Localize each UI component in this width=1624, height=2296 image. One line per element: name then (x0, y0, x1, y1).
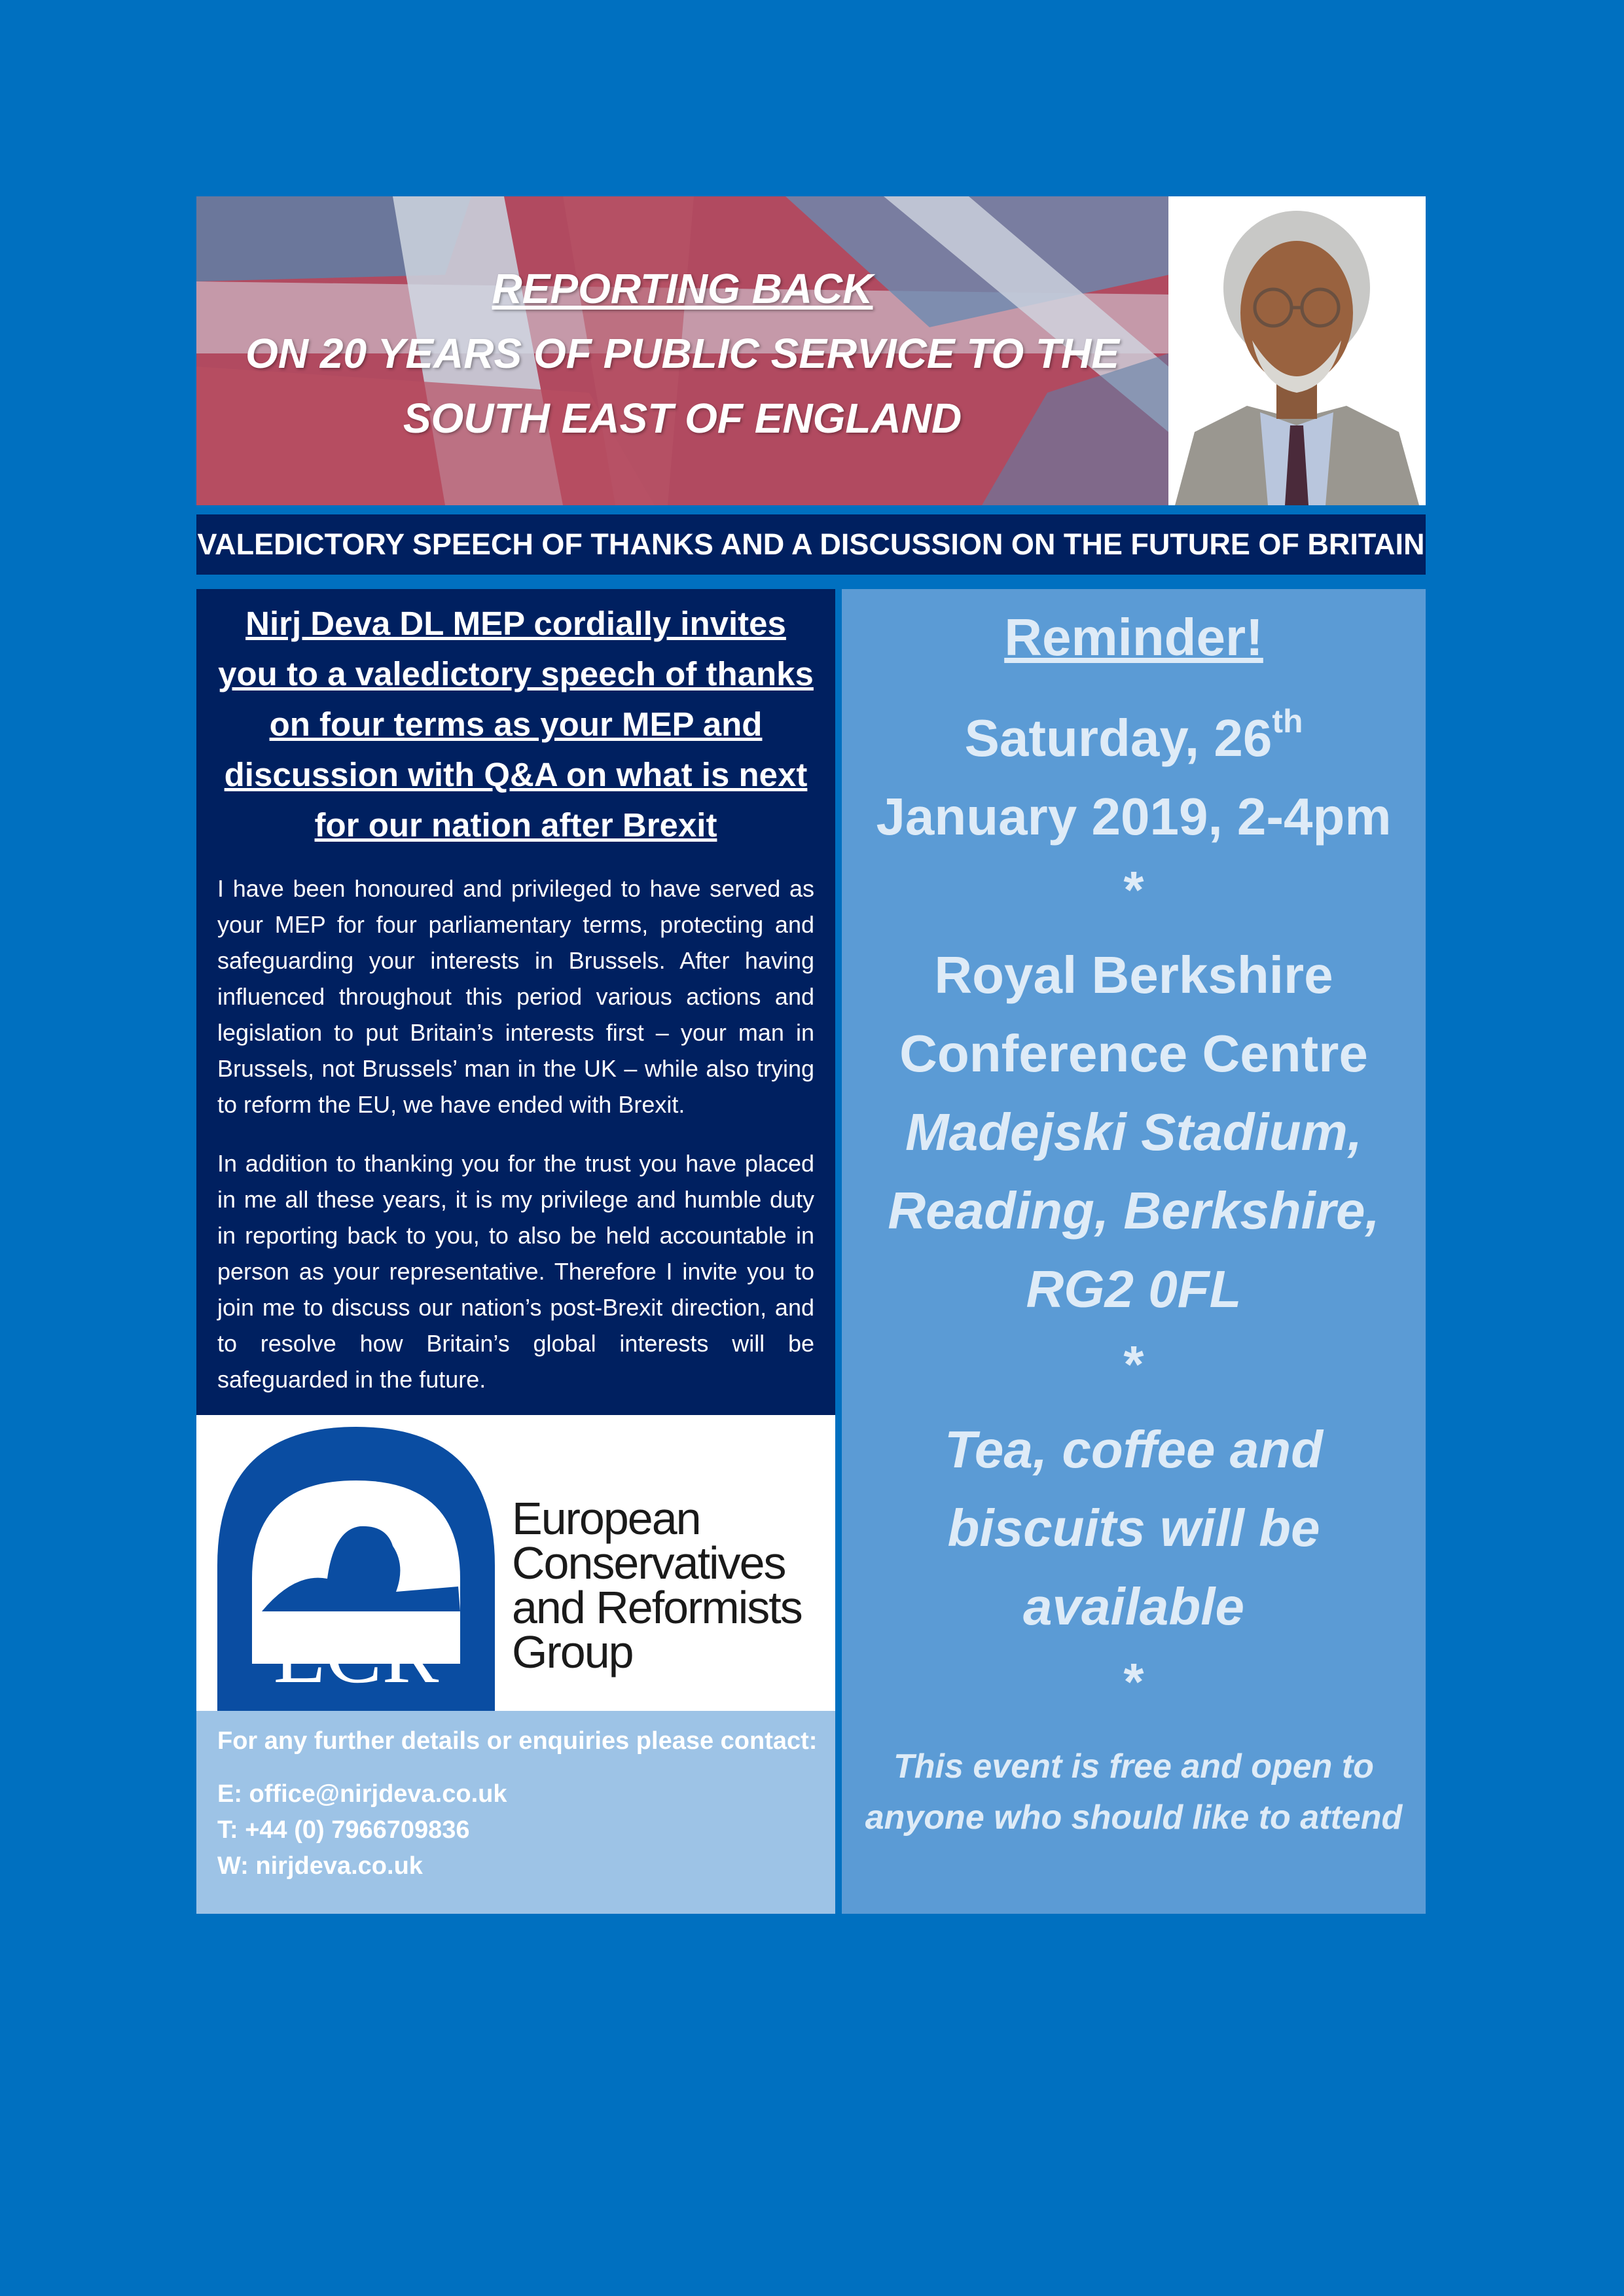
event-date-time: January 2019, 2-4pm (876, 787, 1392, 846)
ecr-lion-emblem (196, 1415, 497, 1711)
header-banner (196, 196, 1168, 505)
invitation-paragraph-2: In addition to thanking you for the trust you have placed in me all these years, it is my privilege and humble duty in reporting back to you, to also be held accountable in person as your representative. Therefore I invite you to join me to discuss our nation’s post-Brexit direction, and to resolve how Britain’s global interests will be safeguarded in the future. (217, 1150, 814, 1393)
venue-address-line2: Reading, Berkshire, (888, 1181, 1380, 1240)
banner-title-line3: SOUTH EAST OF ENGLAND (403, 395, 962, 442)
ecr-name-line4: Group (512, 1626, 633, 1677)
event-date-suffix: th (1272, 703, 1303, 740)
ecr-name-line1: European (512, 1493, 700, 1544)
speaker-photo-illustration (1168, 196, 1426, 505)
separator-star-2: * (1123, 1335, 1144, 1393)
reminder-heading: Reminder! (1004, 608, 1263, 666)
venue-address-line1: Madejski Stadium, (905, 1103, 1362, 1161)
event-date-prefix: Saturday, 26 (964, 709, 1272, 767)
free-note-line1: This event is free and open to (893, 1748, 1374, 1785)
venue-name-line1: Royal Berkshire (934, 946, 1333, 1004)
contact-website[interactable]: W: nirjdeva.co.uk (217, 1852, 423, 1880)
contact-phone[interactable]: T: +44 (0) 7966709836 (217, 1816, 470, 1844)
invitation-heading: Nirj Deva DL MEP cordially invites you to a valedictory speech of thanks on four terms as your MEP and discussion with Q&A on what is next for our nation after Brexit (218, 605, 814, 844)
event-date (842, 699, 1426, 778)
separator-star-1: * (1123, 861, 1144, 919)
ecr-name-line3: and Reformists (512, 1582, 802, 1633)
event-details-panel (842, 589, 1426, 1914)
speaker-portrait (1168, 196, 1426, 505)
free-note-line2: anyone who should like to attend (865, 1799, 1403, 1837)
free-event-note (842, 1741, 1426, 1843)
venue-postcode: RG2 0FL (1026, 1260, 1242, 1318)
ecr-logo-box (196, 1415, 835, 1711)
ecr-group-name (512, 1493, 802, 1677)
invitation-panel (196, 589, 835, 1415)
ecr-name-line2: Conservatives (512, 1537, 785, 1588)
refreshments-line3: available (1022, 1577, 1244, 1636)
contact-intro: For any further details or enquiries please contact: (217, 1727, 818, 1755)
invitation-paragraph-1: I have been honoured and privileged to have served as your MEP for four parliamentary terms, protecting and safeguarding your interests in Brussels. After having influenced throughout this period various actions and legislation to put Britain’s interests first – your man in Brussels, not Brussels’ man in the UK – while also trying to reform the EU, we have ended with Brexit. (217, 875, 814, 1118)
refreshments-line2: biscuits will be (947, 1499, 1320, 1557)
contact-email[interactable]: E: office@nirjdeva.co.uk (217, 1780, 507, 1808)
banner-title (196, 257, 1168, 451)
refreshments-line1: Tea, coffee and (945, 1420, 1323, 1479)
separator-star-3: * (1123, 1653, 1144, 1711)
subtitle-bar: VALEDICTORY SPEECH OF THANKS AND A DISCUSSION ON THE FUTURE OF BRITAIN (196, 514, 1426, 575)
banner-title-line1: REPORTING BACK (492, 265, 873, 312)
banner-title-line2: ON 20 YEARS OF PUBLIC SERVICE TO THE (245, 330, 1119, 377)
venue-name-line2: Conference Centre (899, 1024, 1368, 1083)
ecr-abbreviation: ECR (273, 1607, 439, 1701)
contact-box (196, 1711, 835, 1914)
